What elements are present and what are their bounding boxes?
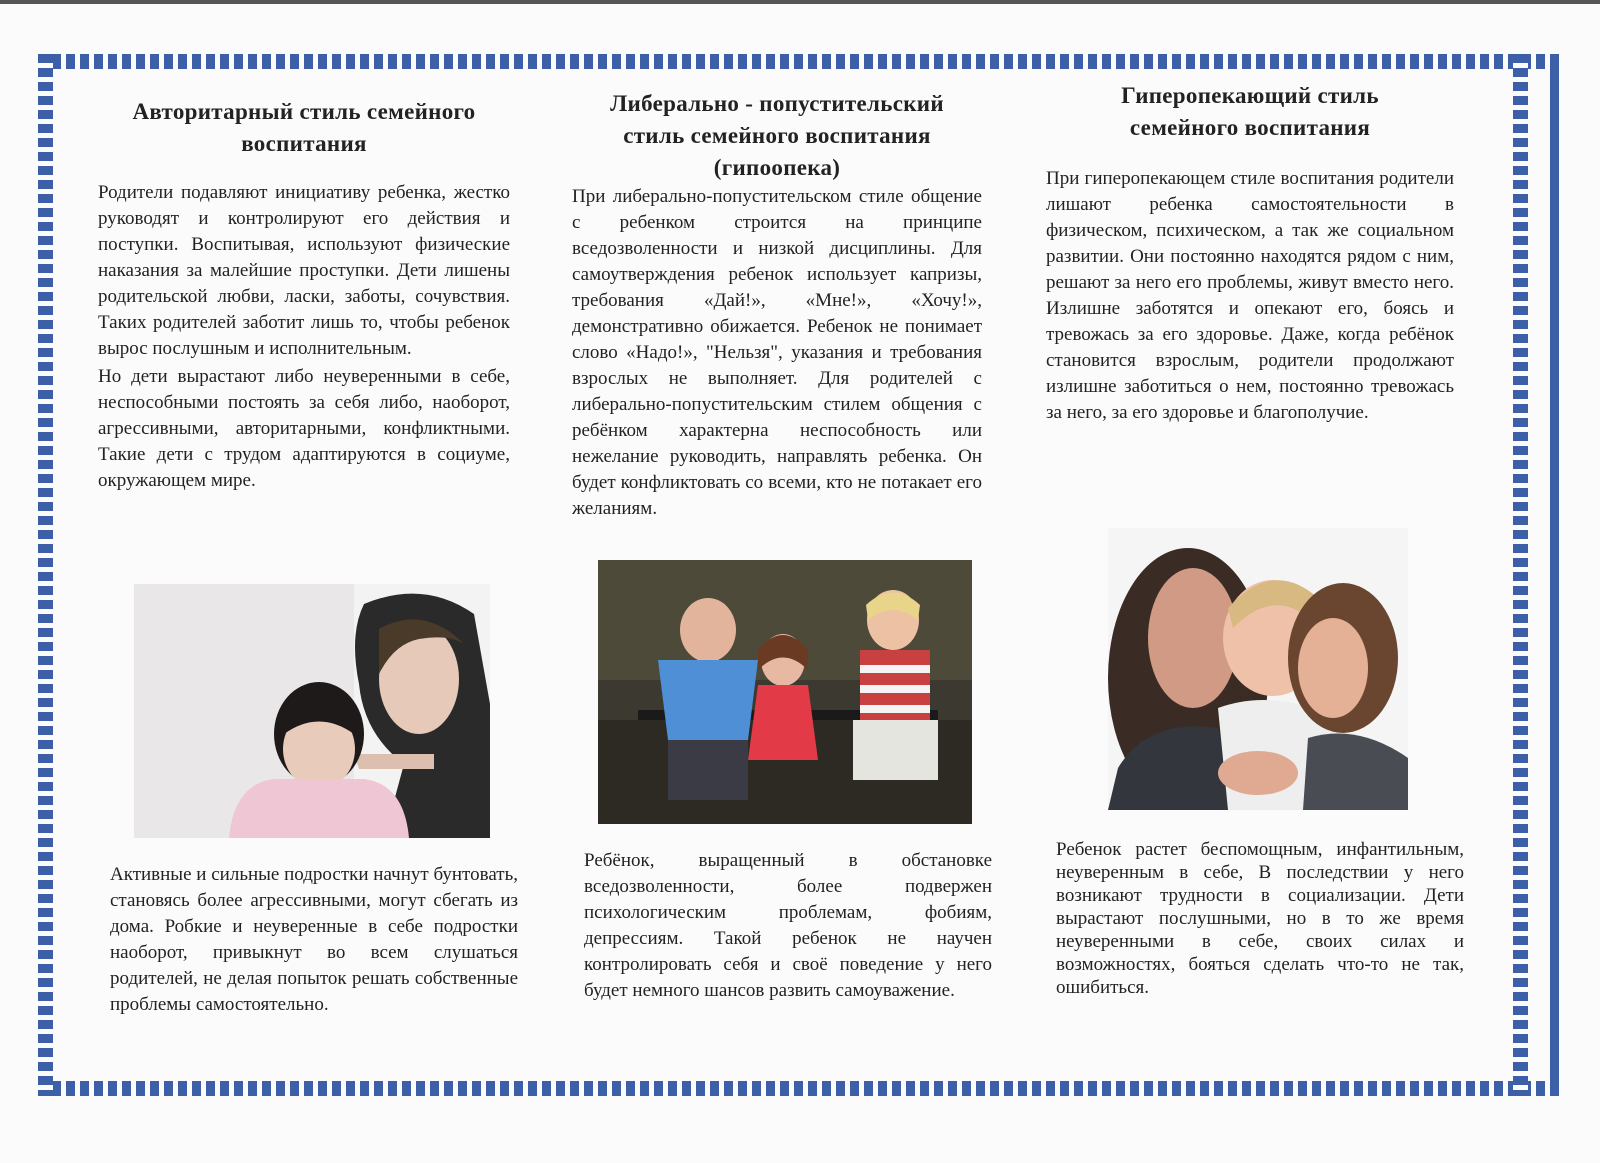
column-title: Либерально - попустительский стиль семейного воспитания (гипоопека)	[610, 91, 944, 180]
photo-parents-kissing-child	[1108, 528, 1408, 810]
border-left	[38, 54, 53, 1096]
column-liberal-bottom	[584, 848, 992, 1004]
column-title: Авторитарный стиль семейного воспитания	[132, 99, 476, 156]
paragraph: Но дети вырастают либо неуверенными в себе, неспособными постоять за себя либо, наоборот, агрессивными, авторитарными, конфликтными. Такие дети с трудом адаптируются в социуме, окружающем мире.	[98, 366, 510, 491]
paragraph: Ребенок растет беспомощным, инфантильным, неуверенным в себе, В последствии у него возникают трудности в социализации. Дети вырастают послушными, но в то же время неуверенными в себе, своих силах и возможностях, бояться сделать что-то не так, ошибиться.	[1056, 839, 1464, 998]
paragraph: Активные и сильные подростки начнут бунтовать, становясь более агрессивными, могут сбегать из дома. Робкие и неуверенные в себе подростки наоборот, привыкнут во всем слушаться родителей, не делая попыток решать собственные проблемы самостоятельно.	[110, 864, 518, 1015]
photo-children-making-faces	[598, 560, 972, 824]
column-title: Гиперопекающий стиль семейного воспитания	[1121, 83, 1379, 140]
paragraph: При гиперопекающем стиле воспитания родители лишают ребенка самостоятельности в физическом, психическом, а так же социальном развитии. Они постоянно находятся рядом с ним, решают за него его проблемы, живут вместо него. Излишне заботятся и опекают его, боясь и тревожась за его здоровье. Даже, когда ребёнок становится взрослым, родители продолжают излишне заботиться о нем, постоянно тревожась за него, за его здоровье и благополучие.	[1046, 168, 1454, 423]
column-overprotective-bottom	[1056, 838, 1464, 999]
column-authoritarian-bottom	[110, 862, 518, 1018]
paragraph: При либерально-попустительском стиле общение с ребенком строится на принципе вседозволенности и низкой дисциплины. Для самоутверждения ребенок использует капризы, требования «Дай!», «Мне!», «Хочу!», демонстративно обижается. Ребенок не понимает слово «Надо!», "Нельзя", указания и требования взрослых не выполняет. Для родителей с либерально-попустительским стилем общения с ребёнком характерна неспособность или нежелание руководить, направлять ребенка. Он будет конфликтовать со всеми, кто не потакает его желаниям.	[572, 186, 982, 519]
column-authoritarian	[98, 96, 510, 494]
paragraph: Ребёнок, выращенный в обстановке вседозволенности, более подвержен психологическим проблемам, фобиям, депрессиям. Такой ребенок не научен контролировать себя и своё поведение у него будет немного шансов развить самоуважение.	[584, 850, 992, 1001]
column-liberal	[572, 88, 982, 522]
column-overprotective	[1046, 80, 1454, 426]
photo-mother-scolding-girl	[134, 584, 490, 838]
paragraph: Родители подавляют инициативу ребенка, жестко руководят и контролируют его действия и поступки. Воспитывая, используют физические наказания за малейшие проступки. Дети лишены родительской любви, ласки, заботы, сочувствия. Таких родителей заботит лишь то, чтобы ребенок вырос послушным и исполнительным.	[98, 182, 510, 359]
scan-top-edge	[0, 0, 1600, 4]
border-right	[1513, 54, 1528, 1096]
